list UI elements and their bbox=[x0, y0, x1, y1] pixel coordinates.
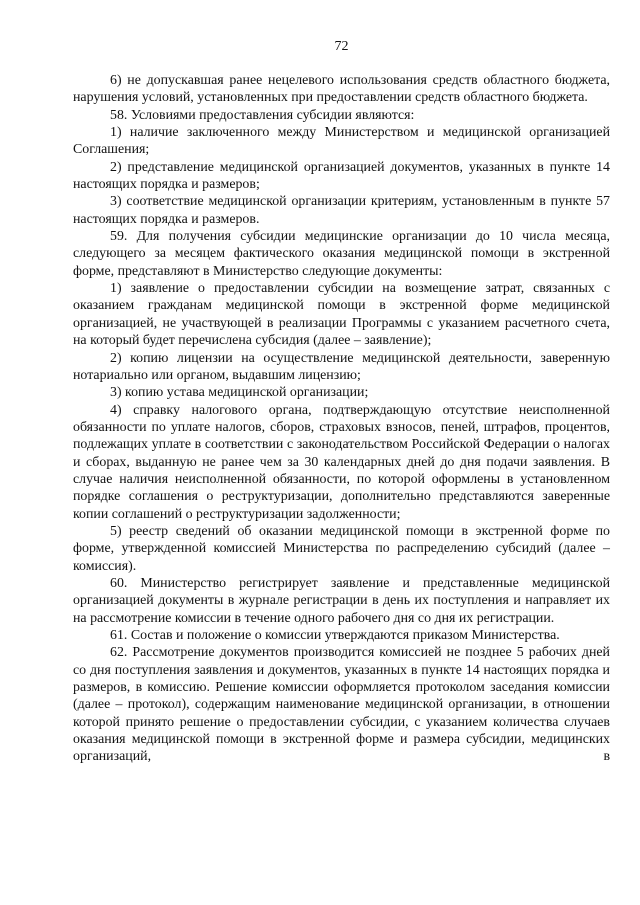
paragraph-58-item-2: 2) представление медицинской организацией документов, указанных в пункте 14 настоящих порядка и размеров; bbox=[73, 159, 610, 193]
page-number: 72 bbox=[334, 39, 349, 54]
paragraph-60: 60. Министерство регистрирует заявление и представленные медицинской организацией документы в журнале регистрации в день их поступления и направляет их на рассмотрение комиссии в течение одного рабочего дня со дня их регистрации. bbox=[73, 575, 610, 626]
paragraph-59-item-3: 3) копию устава медицинской организации; bbox=[110, 385, 369, 401]
paragraph-59: 59. Для получения субсидии медицинские организации до 10 числа месяца, следующего за месяцем фактического оказания медицинской помощи в экстренной форме, представляют в Министерство следующие документы: bbox=[73, 229, 610, 279]
paragraph-59-item-4: 4) справку налогового органа, подтверждающую отсутствие неисполненной обязанности по уплате налогов, сборов, страховых взносов, пеней, штрафов, процентов, подлежащих уплате в соответствии с законодательством Российской Федерации о налогах и сборах, выданную не ранее чем за 30 календарных дней до дня подачи заявления. В случае наличия неисполненной обязанности, по которой оформлены в установленном порядке соглашения о реструктуризации, дополнительно представляются заверенные копии соглашений о реструктуризации задолженности; bbox=[73, 402, 610, 522]
paragraph-58-item-3: 3) соответствие медицинской организации критериям, установленным в пункте 57 настоящих порядка и размеров. bbox=[73, 194, 610, 227]
paragraph-59-item-2: 2) копию лицензии на осуществление медицинской деятельности, заверенную нотариально или органом, выдавшим лицензию; bbox=[73, 350, 610, 383]
paragraph-59-item-5: 5) реестр сведений об оказании медицинской помощи в экстренной форме по форме, утвержденной комиссией Министерства по распределению субсидий (далее – комиссия). bbox=[73, 523, 610, 574]
paragraph-62: 62. Рассмотрение документов производится комиссией не позднее 5 рабочих дней со дня поступления заявления и документов, указанных в пункте 14 настоящих порядка и размеров, в комиссию. Решение комиссии оформляется протоколом заседания комиссии (далее – протокол), содержащим наименование медицинской организации, в отношении которой принято решение о предоставлении субсидии, с указанием количества случаев оказания медицинской помощи в экстренной форме и размера субсидии, медицинских организаций, в bbox=[73, 645, 610, 765]
paragraph-61: 61. Состав и положение о комиссии утверждаются приказом Министерства. bbox=[110, 628, 560, 643]
paragraph-item-6: 6) не допускавшая ранее нецелевого использования средств областного бюджета, нарушения условий, установленных при предоставлении средств областного бюджета. bbox=[73, 73, 610, 106]
paragraph-58-item-1: 1) наличие заключенного между Министерством и медицинской организацией Соглашения; bbox=[73, 125, 610, 158]
paragraph-58: 58. Условиями предоставления субсидии являются: bbox=[110, 107, 415, 123]
paragraph-59-item-1: 1) заявление о предоставлении субсидии на возмещение затрат, связанных с оказанием гражданам медицинской помощи в экстренной форме медицинской организацией, не участвующей в реализации Программы с указанием расчетного счета, на который будет перечислена субсидия (далее – заявление); bbox=[73, 281, 610, 349]
